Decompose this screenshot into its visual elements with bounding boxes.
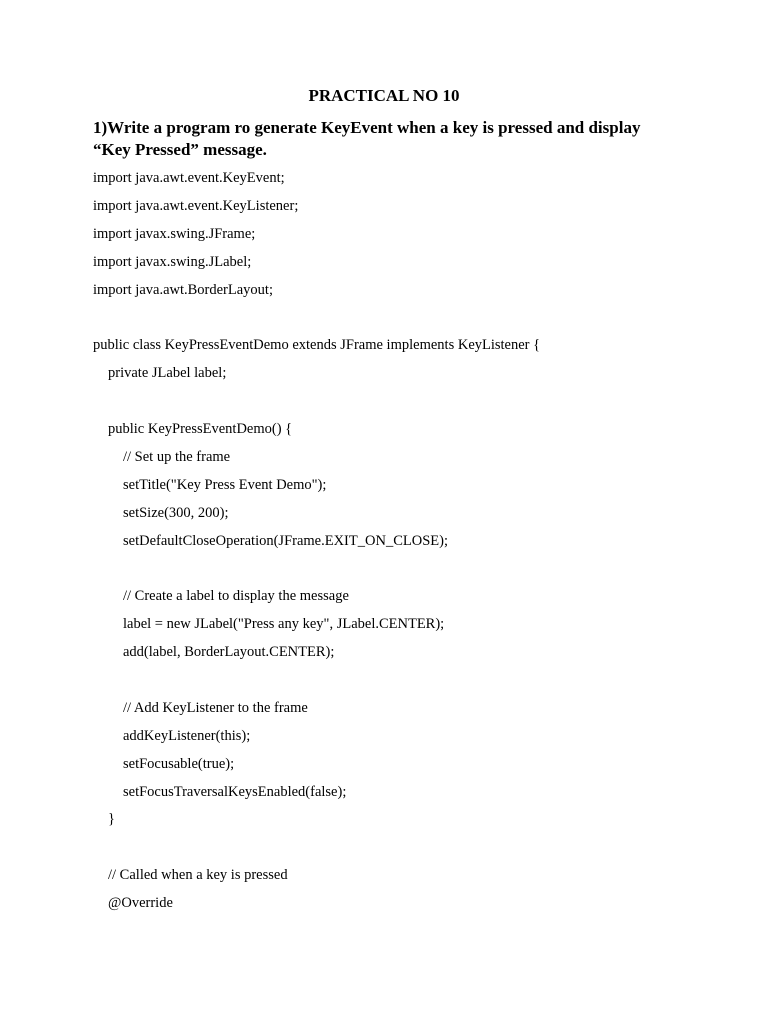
code-comment: // Create a label to display the message <box>123 588 349 605</box>
code-line: import java.awt.event.KeyListener; <box>93 197 299 214</box>
code-line: setFocusable(true); <box>123 755 235 772</box>
code-line-blank <box>93 307 733 335</box>
code-line-blank <box>93 837 733 865</box>
code-listing <box>93 168 733 921</box>
code-comment: // Set up the frame <box>123 448 231 465</box>
code-line: public KeyPressEventDemo() { <box>108 421 293 438</box>
code-line: public class KeyPressEventDemo extends JFrame implements KeyListener { <box>93 337 541 354</box>
code-line: setFocusTraversalKeysEnabled(false); <box>123 783 347 800</box>
code-line: add(label, BorderLayout.CENTER); <box>123 644 335 661</box>
code-comment: // Called when a key is pressed <box>108 867 288 884</box>
question-text <box>93 117 693 161</box>
code-line: import java.awt.event.KeyEvent; <box>93 170 285 186</box>
code-line: setSize(300, 200); <box>123 504 229 521</box>
code-line-blank <box>93 670 733 698</box>
question-line-1: 1)Write a program ro generate KeyEvent when a key is pressed and display <box>93 118 641 137</box>
page-title: PRACTICAL NO 10 <box>308 86 460 105</box>
code-line: label = new JLabel("Press any key", JLabel.CENTER); <box>123 616 445 633</box>
code-line: addKeyListener(this); <box>123 727 251 744</box>
question-line-2: “Key Pressed” message. <box>93 140 267 159</box>
code-line-blank <box>93 391 733 419</box>
code-annotation: @Override <box>108 895 173 912</box>
code-line: private JLabel label; <box>108 365 227 382</box>
code-line: import javax.swing.JLabel; <box>93 253 252 270</box>
code-line: import java.awt.BorderLayout; <box>93 281 273 298</box>
code-line-blank <box>93 558 733 586</box>
code-line: } <box>108 811 115 828</box>
code-line: import javax.swing.JFrame; <box>93 225 256 242</box>
code-line: setDefaultCloseOperation(JFrame.EXIT_ON_CLOSE); <box>123 532 448 549</box>
code-line: setTitle("Key Press Event Demo"); <box>123 476 327 493</box>
code-comment: // Add KeyListener to the frame <box>123 699 308 716</box>
